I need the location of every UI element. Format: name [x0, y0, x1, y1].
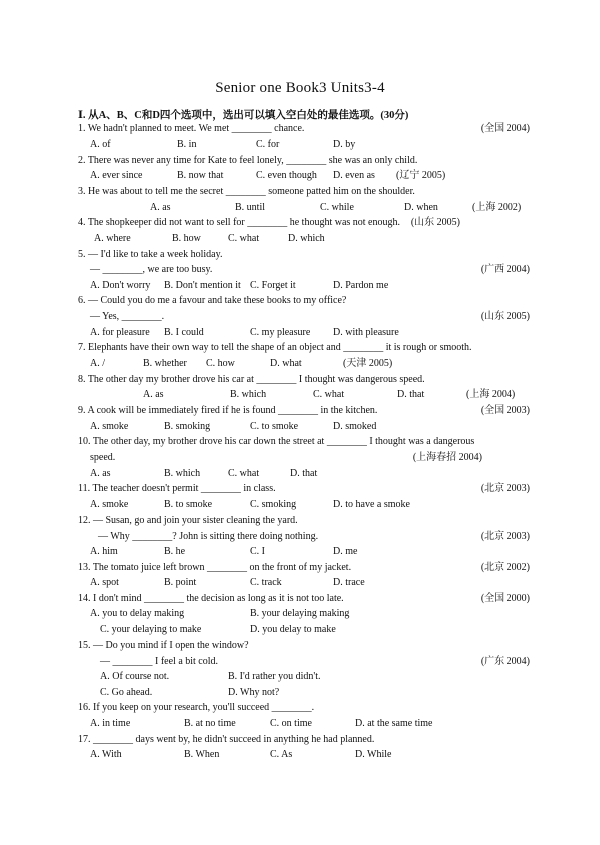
option: D. to have a smoke [333, 499, 410, 510]
option: D. at the same time [355, 718, 433, 729]
option: D. what [270, 358, 302, 369]
question-line: — ________, we are too busy. (广西 2004) [90, 264, 530, 275]
section-heading: Ⅰ. 从A、B、C和D四个选项中，选出可以填入空白处的最佳选项。(30分) [78, 110, 409, 121]
question-source: (全国 2004) [480, 123, 530, 134]
question-source: (上海春招 2004) [412, 452, 482, 463]
option: A. / [90, 358, 105, 369]
question-stem: 15. — Do you mind if I open the window? [78, 640, 249, 651]
option: C. what [228, 468, 260, 479]
option: C. Go ahead. [100, 687, 153, 698]
question-line: — Why ________? John is sitting there doing nothing. (北京 2003) [98, 531, 530, 542]
option: C. I [250, 546, 265, 557]
page-title: Senior one Book3 Units3-4 [215, 80, 385, 96]
option: D. even as [333, 170, 375, 181]
question-source: (广西 2004) [480, 264, 530, 275]
question-stem: 1. We hadn't planned to meet. We met ________ chance. (全国 2004) [78, 123, 530, 134]
option: B. Don't mention it [164, 280, 241, 291]
question-source: (山东 2005) [410, 217, 460, 228]
option: D. by [333, 139, 356, 150]
option: D. Pardon me [333, 280, 389, 291]
question-line: — Yes, ________. (山东 2005) [90, 311, 530, 322]
option: B. When [184, 749, 220, 760]
option: B. to smoke [164, 499, 213, 510]
option: A. as [150, 202, 171, 213]
option: D. with pleasure [333, 327, 399, 338]
option: A. in time [90, 718, 131, 729]
option: A. for pleasure [90, 327, 150, 338]
question-line: speed. (上海春招 2004) [90, 452, 482, 463]
option: C. even though [256, 170, 317, 181]
option: B. he [164, 546, 186, 557]
option: A. smoke [90, 421, 129, 432]
option: D. which [288, 233, 325, 244]
option: B. smoking [164, 421, 211, 432]
question-source: (广东 2004) [480, 656, 530, 667]
option: A. ever since [90, 170, 143, 181]
option: D. me [333, 546, 358, 557]
option: C. your delaying to make [100, 624, 202, 635]
option: C. to smoke [250, 421, 299, 432]
option: A. you to delay making [90, 608, 185, 619]
option: D. you delay to make [250, 624, 336, 635]
option: A. as [143, 389, 164, 400]
option: C. what [228, 233, 260, 244]
option: B. at no time [184, 718, 236, 729]
question-source: (北京 2003) [480, 531, 530, 542]
question-stem: 5. — I'd like to take a week holiday. [78, 249, 223, 260]
option: A. smoke [90, 499, 129, 510]
question-source: (全国 2000) [480, 593, 530, 604]
question-stem: 7. Elephants have their own way to tell the shape of an object and ________ it is rough or smooth. [78, 342, 472, 353]
option: A. as [90, 468, 111, 479]
question-stem: 12. — Susan, go and join your sister cleaning the yard. [78, 515, 298, 526]
option: B. I'd rather you didn't. [228, 671, 321, 682]
option: D. While [355, 749, 392, 760]
question-stem: 6. — Could you do me a favour and take these books to my office? [78, 295, 347, 306]
question-line: — ________ I feel a bit cold. (广东 2004) [100, 656, 530, 667]
option: B. I could [164, 327, 204, 338]
question-stem: 14. I don't mind ________ the decision as long as it is not too late. (全国 2000) [78, 593, 530, 604]
option: B. your delaying making [250, 608, 350, 619]
question-stem: 4. The shopkeeper did not want to sell for ________ he thought was not enough. (山东 2005) [78, 217, 460, 228]
option: C. while [320, 202, 354, 213]
option: D. when [404, 202, 438, 213]
option: C. Forget it [250, 280, 296, 291]
option: C. for [256, 139, 280, 150]
question-stem: 11. The teacher doesn't permit ________ in class. (北京 2003) [78, 483, 530, 494]
option: A. of [90, 139, 111, 150]
question-source: (上海 2002) [472, 202, 522, 213]
question-source: (山东 2005) [480, 311, 530, 322]
option: A. where [94, 233, 131, 244]
option: C. on time [270, 718, 312, 729]
question-source: (辽宁 2005) [396, 170, 446, 181]
option: C. what [313, 389, 345, 400]
question-source: (全国 2003) [480, 405, 530, 416]
option: A. Of course not. [100, 671, 170, 682]
option: A. Don't worry [90, 280, 151, 291]
option: B. point [164, 577, 197, 588]
option: B. now that [177, 170, 224, 181]
option: C. track [250, 577, 282, 588]
option: A. spot [90, 577, 119, 588]
question-source: (上海 2004) [466, 389, 516, 400]
option: C. As [270, 749, 293, 760]
option: B. how [172, 233, 201, 244]
option: D. trace [333, 577, 365, 588]
question-stem: 2. There was never any time for Kate to feel lonely, ________ she was an only child. [78, 155, 418, 166]
option: B. until [235, 202, 266, 213]
question-stem: 8. The other day my brother drove his car at ________ I thought was dangerous speed. [78, 374, 425, 385]
question-stem: 17. ________ days went by, he didn't succeed in anything he had planned. [78, 734, 375, 745]
option: B. which [230, 389, 267, 400]
option: B. in [177, 139, 197, 150]
question-stem: 10. The other day, my brother drove his car down the street at ________ I thought was a dangerous [78, 436, 475, 447]
option: A. him [90, 546, 118, 557]
question-source: (北京 2002) [480, 562, 530, 573]
option: B. which [164, 468, 201, 479]
question-source: (天津 2005) [343, 358, 393, 369]
option: D. Why not? [228, 687, 280, 698]
option: C. how [206, 358, 235, 369]
question-stem: 3. He was about to tell me the secret ________ someone patted him on the shoulder. [78, 186, 415, 197]
option: B. whether [143, 358, 187, 369]
option: D. smoked [333, 421, 377, 432]
option: D. that [397, 389, 425, 400]
question-stem: 13. The tomato juice left brown ________ on the front of my jacket. (北京 2002) [78, 562, 530, 573]
option: C. smoking [250, 499, 297, 510]
option: C. my pleasure [250, 327, 311, 338]
option: A. With [90, 749, 122, 760]
question-stem: 9. A cook will be immediately fired if he is found ________ in the kitchen. (全国 2003) [78, 405, 530, 416]
question-source: (北京 2003) [480, 483, 530, 494]
question-stem: 16. If you keep on your research, you'll succeed ________. [78, 702, 315, 713]
option: D. that [290, 468, 318, 479]
